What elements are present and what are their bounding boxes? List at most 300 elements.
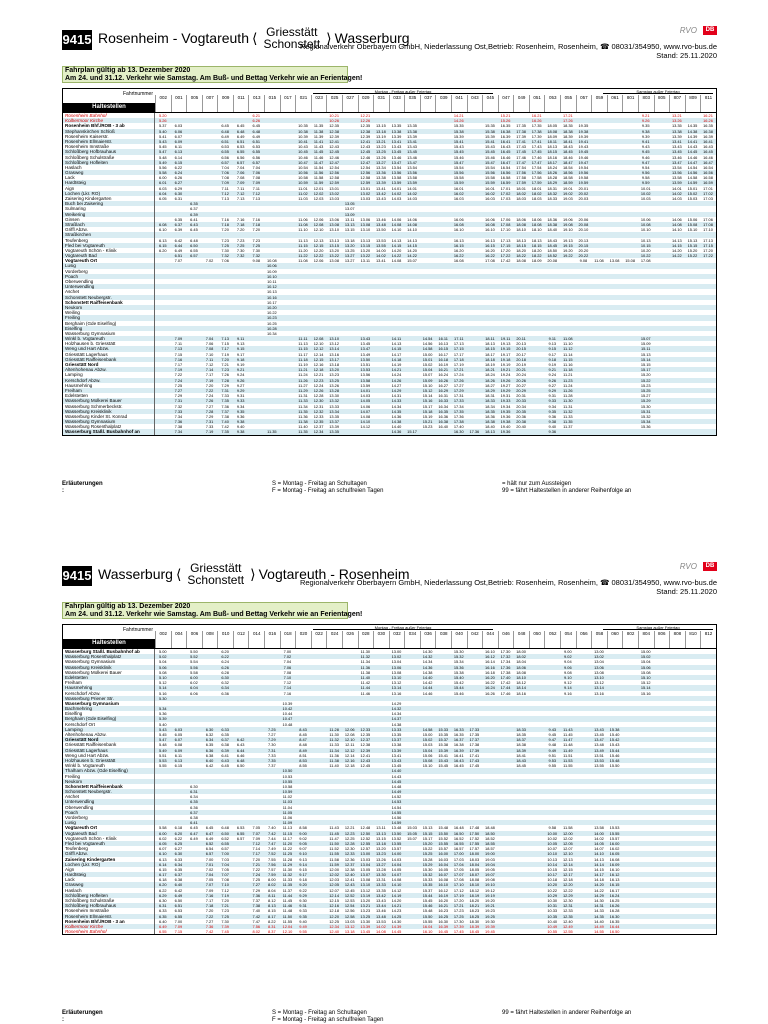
departure-time: 13.33 bbox=[376, 882, 386, 888]
departure-time: 10.59 bbox=[282, 789, 293, 795]
departure-time: 13.45 bbox=[391, 763, 402, 769]
departure-time: 11.02 bbox=[282, 794, 293, 800]
departure-time: 17.06 bbox=[500, 216, 511, 222]
departure-time: 14.35 bbox=[594, 913, 604, 919]
departure-time: 13.42 bbox=[376, 892, 386, 898]
departure-time: 11.35 bbox=[313, 123, 324, 129]
departure-time: 18.31 bbox=[485, 393, 495, 399]
departure-time: 10.10 bbox=[547, 851, 558, 857]
departure-time: 12.10 bbox=[313, 227, 324, 233]
departure-time: 16.24 bbox=[438, 372, 449, 378]
departure-time: 19.19 bbox=[500, 362, 511, 367]
departure-time: 9.49 bbox=[299, 923, 307, 929]
departure-time: 11.58 bbox=[313, 175, 324, 181]
departure-time: 6.57 bbox=[236, 835, 245, 841]
departure-time: 18.32 bbox=[547, 190, 558, 196]
departure-time: 6.47 bbox=[205, 830, 214, 836]
departure-time: 7.16 bbox=[174, 356, 183, 362]
departure-time: 14.02 bbox=[407, 190, 417, 196]
departure-time: 14.45 bbox=[687, 149, 698, 155]
departure-time: 6.44 bbox=[174, 242, 183, 248]
departure-time: 13.19 bbox=[360, 892, 371, 898]
trip-number: 810 bbox=[685, 631, 701, 648]
departure-time: 15.07 bbox=[640, 336, 651, 342]
departure-time: 12.45 bbox=[344, 887, 355, 893]
departure-time: 16.20 bbox=[453, 247, 464, 253]
departure-time: 10.06 bbox=[266, 263, 277, 269]
departure-time: 13.15 bbox=[376, 123, 386, 129]
departure-time: 8.02 bbox=[252, 929, 261, 935]
departure-time: 15.20 bbox=[640, 372, 651, 378]
departure-time: 6.13 bbox=[174, 149, 183, 155]
departure-time: 9.21 bbox=[236, 367, 245, 373]
departure-time: 15.46 bbox=[485, 154, 495, 160]
departure-time: 17.55 bbox=[469, 840, 480, 846]
departure-time: 6.20 bbox=[221, 649, 229, 654]
departure-time: 7.56 bbox=[268, 861, 276, 867]
trip-number: 059 bbox=[591, 95, 607, 112]
departure-time: 7.29 bbox=[205, 413, 214, 419]
trip-number: 804 bbox=[638, 631, 654, 648]
departure-time: 15.20 bbox=[687, 247, 698, 253]
departure-time: 13.08 bbox=[329, 258, 340, 264]
departure-time: 6.44 bbox=[236, 747, 245, 753]
departure-time: 15.58 bbox=[453, 175, 464, 181]
departure-time: 7.36 bbox=[252, 892, 261, 898]
departure-time: 11.50 bbox=[329, 840, 339, 846]
departure-time bbox=[700, 929, 716, 934]
departure-time: 9.30 bbox=[299, 898, 307, 903]
departure-time: 17.41 bbox=[531, 138, 542, 144]
departure-time: 7.14 bbox=[252, 846, 261, 852]
departure-time: 19.33 bbox=[500, 398, 511, 404]
departure-time: 7.23 bbox=[252, 237, 261, 243]
departure-time: 11.47 bbox=[563, 737, 573, 743]
stop-name: Weikering bbox=[63, 212, 155, 217]
departure-time: 17.41 bbox=[516, 138, 526, 144]
departure-time: 13.11 bbox=[376, 825, 386, 831]
departure-time: 18.00 bbox=[516, 649, 526, 654]
departure-time: 11.58 bbox=[563, 825, 573, 831]
departure-time: 13.01 bbox=[329, 185, 340, 191]
departure-time: 11.15 bbox=[563, 356, 573, 362]
departure-time: 9.11 bbox=[237, 336, 245, 342]
departure-time: 14.43 bbox=[391, 773, 402, 779]
departure-time: 9.58 bbox=[641, 175, 650, 181]
departure-time: 13.55 bbox=[391, 840, 402, 846]
departure-time: 17.46 bbox=[516, 154, 526, 160]
trip-number: 001 bbox=[171, 95, 187, 112]
departure-time: 14.00 bbox=[594, 830, 604, 836]
departure-time: 5.56 bbox=[159, 164, 167, 170]
departure-time: 7.10 bbox=[221, 882, 229, 888]
legend-f: F = Montag - Freitag an schulfreien Tagen bbox=[272, 488, 384, 494]
departure-time: 17.33 bbox=[469, 726, 480, 732]
departure-time: 14.13 bbox=[594, 856, 604, 862]
departure-time: 10.56 bbox=[298, 170, 308, 176]
departure-time: 20.01 bbox=[578, 185, 589, 191]
table-row bbox=[63, 929, 716, 934]
departure-time: 7.29 bbox=[174, 393, 183, 399]
departure-time: 13.45 bbox=[594, 732, 604, 737]
departure-time: 15.38 bbox=[453, 128, 464, 134]
stop-name: Wasserburg Molkerei Bauer bbox=[63, 670, 155, 675]
departure-time: 14.36 bbox=[422, 664, 433, 670]
departure-time bbox=[576, 929, 592, 934]
trip-number: 812 bbox=[700, 631, 716, 648]
departure-time: 14.56 bbox=[422, 341, 433, 347]
departure-time: 13.46 bbox=[376, 908, 386, 914]
stop-name: Schloßberg Hofleiten bbox=[63, 893, 155, 898]
departure-time: 6.02 bbox=[190, 680, 198, 686]
departure-time: 16.37 bbox=[453, 737, 464, 743]
departure-time: 17.54 bbox=[531, 164, 542, 170]
departure-time: 6.26 bbox=[221, 664, 229, 670]
departure-time: 17.44 bbox=[500, 685, 511, 691]
stop-name: Freiling bbox=[63, 315, 155, 320]
departure-time: 10.30 bbox=[547, 898, 558, 903]
departure-time: 16.04 bbox=[438, 861, 449, 867]
departure-time: 7.40 bbox=[268, 825, 276, 831]
departure-time: 17.13 bbox=[500, 237, 511, 243]
trip-number: 039 bbox=[435, 95, 451, 112]
departure-time: 7.15 bbox=[174, 929, 183, 935]
departure-time bbox=[638, 429, 654, 434]
departure-time: 16.33 bbox=[438, 398, 449, 404]
departure-time: 16.58 bbox=[703, 175, 713, 181]
rvo-logo: RVO bbox=[679, 26, 697, 35]
departure-time: 7.06 bbox=[205, 341, 214, 347]
departure-time: 16.30 bbox=[609, 913, 620, 919]
legend-codes bbox=[272, 481, 383, 495]
departure-time: 20.34 bbox=[516, 403, 526, 409]
departure-time: 10.58 bbox=[282, 783, 293, 789]
departure-time: 11.44 bbox=[360, 685, 371, 691]
validity-line-2: Am 24. und 31.12. Verkehr wie Samstag. Am Buß- und Bettag Verkehr wie an Ferientagen! bbox=[65, 74, 363, 82]
departure-time: 7.18 bbox=[236, 221, 245, 227]
departure-time: 11.52 bbox=[329, 846, 339, 852]
departure-time bbox=[654, 429, 670, 434]
departure-time: 17.38 bbox=[516, 128, 526, 134]
stop-name: Teufenberg bbox=[63, 846, 155, 851]
departure-time: 12.06 bbox=[313, 216, 324, 222]
departure-time: 16.01 bbox=[453, 185, 464, 191]
departure-time: 7.42 bbox=[268, 830, 276, 836]
departure-time: 9.48 bbox=[548, 742, 557, 748]
stop-name: Grasweg bbox=[63, 882, 155, 887]
departure-time: 7.27 bbox=[205, 403, 214, 409]
departure-time: 6.48 bbox=[236, 128, 245, 134]
departure-time: 5.10 bbox=[159, 674, 167, 680]
departure-time: 13.48 bbox=[376, 221, 386, 227]
departure-time: 13.20 bbox=[360, 247, 371, 253]
timetable-outbound bbox=[62, 26, 717, 496]
departure-time: 10.15 bbox=[640, 242, 651, 248]
departure-time: 13.08 bbox=[329, 221, 340, 227]
departure-time: 13.28 bbox=[329, 387, 340, 393]
departure-time: 11.34 bbox=[360, 659, 371, 665]
departure-time: 10.39 bbox=[298, 133, 308, 139]
stop-name: Lack bbox=[63, 877, 155, 882]
departure-time: 7.15 bbox=[174, 351, 183, 357]
departure-time: 12.31 bbox=[562, 903, 573, 909]
stop-name: Unterwendling bbox=[63, 284, 155, 289]
departure-time: 7.09 bbox=[174, 336, 183, 342]
departure-time: 10.47 bbox=[298, 159, 308, 165]
departure-time: 15.54 bbox=[453, 164, 464, 170]
departure-time: 15.45 bbox=[453, 149, 464, 155]
departure-time: 12.26 bbox=[313, 387, 324, 393]
departure-time: 7.52 bbox=[268, 851, 276, 857]
departure-time: 13.26 bbox=[376, 154, 386, 160]
trip-number: 033 bbox=[389, 95, 405, 112]
legend-title: Erläuterungen : bbox=[62, 1010, 103, 1023]
departure-time: 14.49 bbox=[391, 789, 402, 795]
departure-time: 13.18 bbox=[329, 362, 340, 367]
departure-time: 10.13 bbox=[547, 856, 558, 862]
departure-time: 17.45 bbox=[531, 149, 542, 155]
departure-time: 10.34 bbox=[266, 330, 277, 336]
departure-time: 12.59 bbox=[360, 180, 371, 186]
departure-time bbox=[622, 429, 638, 434]
departure-time: 15.45 bbox=[438, 763, 449, 769]
departure-time: 13.33 bbox=[329, 403, 340, 409]
departure-time: 20.02 bbox=[578, 190, 589, 196]
departure-time: 15.06 bbox=[687, 216, 698, 222]
departure-time: 18.26 bbox=[485, 377, 495, 383]
departure-time: 16.45 bbox=[703, 149, 713, 155]
stop-name: Fled bei Vogtareuth bbox=[63, 243, 155, 248]
departure-time: 12.08 bbox=[344, 732, 355, 737]
trip-number: 004 bbox=[171, 631, 187, 648]
stop-name: Wasserburg Kreisklinik bbox=[63, 409, 155, 414]
departure-time: 17.35 bbox=[469, 732, 480, 737]
departure-time: 16.18 bbox=[485, 669, 495, 675]
departure-time: 15.05 bbox=[407, 830, 417, 836]
departure-time: 13.39 bbox=[376, 180, 386, 186]
departure-time: 14.39 bbox=[391, 923, 402, 929]
departure-time: 16.35 bbox=[703, 123, 713, 129]
departure-time: 12.39 bbox=[360, 133, 371, 139]
departure-time: 12.33 bbox=[344, 851, 355, 857]
departure-time: 13.35 bbox=[376, 887, 386, 893]
departure-time: 7.31 bbox=[205, 419, 214, 425]
departure-time: 13.00 bbox=[391, 649, 402, 654]
departure-time: 10.41 bbox=[298, 138, 308, 144]
departure-time: 13.12 bbox=[391, 680, 402, 686]
departure-time: 15.13 bbox=[640, 351, 651, 357]
departure-time: 13.18 bbox=[376, 840, 386, 846]
departure-time: 13.08 bbox=[360, 221, 371, 227]
departure-time: 7.25 bbox=[236, 242, 245, 248]
departure-time: 14.20 bbox=[594, 882, 604, 888]
departure-time: 16.05 bbox=[438, 866, 449, 872]
departure-time: 14.49 bbox=[594, 923, 604, 929]
departure-time: 16.14 bbox=[485, 659, 495, 665]
departure-time: 7.36 bbox=[205, 923, 214, 929]
departure-time: 11.30 bbox=[563, 398, 573, 404]
departure-time: 11.15 bbox=[298, 242, 308, 248]
departure-time: 13.27 bbox=[344, 253, 355, 259]
departure-time: 14.58 bbox=[687, 175, 698, 181]
departure-time: 6.49 bbox=[174, 892, 183, 898]
departure-time: 16.07 bbox=[438, 872, 449, 878]
departure-time: 16.13 bbox=[609, 877, 620, 883]
departure-time: 12.56 bbox=[344, 908, 355, 914]
departure-time: 18.38 bbox=[485, 419, 495, 425]
departure-time: 6.48 bbox=[221, 128, 229, 134]
departure-time: 13.20 bbox=[376, 846, 386, 852]
departure-time: 14.35 bbox=[391, 408, 402, 414]
departure-time: 10.13 bbox=[640, 237, 651, 243]
departure-time: 11.41 bbox=[313, 138, 324, 144]
departure-time: 9.33 bbox=[548, 398, 557, 404]
departure-time: 12.52 bbox=[360, 835, 371, 841]
departure-time: 13.27 bbox=[376, 159, 386, 165]
departure-time: 15.39 bbox=[485, 133, 495, 139]
stop-name: Wasserburg Kreisklinik bbox=[63, 665, 155, 670]
departure-time: 14.02 bbox=[376, 253, 386, 259]
departure-time: 15.15 bbox=[687, 242, 698, 248]
departure-time: 9.41 bbox=[641, 138, 650, 144]
departure-time: 12.45 bbox=[360, 149, 371, 155]
departure-time: 13.23 bbox=[376, 851, 386, 857]
stop-name: Schonstett Neubergstr. bbox=[63, 295, 155, 300]
trip-number: 016 bbox=[264, 631, 280, 648]
departure-time: 11.35 bbox=[267, 429, 277, 435]
departure-time: 13.34 bbox=[329, 408, 340, 414]
departure-time: 12.06 bbox=[344, 726, 355, 732]
departure-time: 14.10 bbox=[594, 851, 604, 857]
departure-time: 7.13 bbox=[252, 196, 261, 201]
departure-time: 18.06 bbox=[516, 216, 526, 222]
departure-time: 13.23 bbox=[329, 372, 340, 378]
departure-time: 14.29 bbox=[594, 892, 604, 898]
departure-time: 13.45 bbox=[391, 149, 402, 155]
departure-time: 16.35 bbox=[438, 408, 449, 414]
departure-time: 9.43 bbox=[548, 726, 557, 732]
departure-time: 6.04 bbox=[190, 685, 198, 691]
departure-time: 18.39 bbox=[516, 747, 526, 753]
departure-time: 18.13 bbox=[516, 237, 526, 243]
departure-time: 13.47 bbox=[594, 737, 604, 743]
departure-time: 17.34 bbox=[500, 659, 511, 665]
departure-time: 15.13 bbox=[422, 825, 433, 831]
trip-number: 058 bbox=[591, 631, 607, 648]
departure-time: 10.50 bbox=[282, 768, 293, 774]
departure-time: 14.54 bbox=[391, 804, 402, 810]
departure-time: 16.04 bbox=[422, 923, 433, 929]
departure-time: 19.03 bbox=[562, 196, 573, 201]
group-weekday: Montag - Freitag außer Feiertag bbox=[313, 89, 493, 94]
departure-time: 6.09 bbox=[174, 138, 183, 144]
departure-time: 18.21 bbox=[485, 367, 495, 373]
departure-time: 14.00 bbox=[376, 247, 386, 253]
departure-time: 6.35 bbox=[190, 201, 198, 207]
departure-time: 10.08 bbox=[640, 221, 651, 227]
departure-time: 6.43 bbox=[236, 742, 245, 748]
departure-time: 13.46 bbox=[407, 154, 417, 160]
departure-time: 6.05 bbox=[159, 840, 167, 846]
departure-time: 11.25 bbox=[282, 851, 293, 857]
departure-time: 16.12 bbox=[609, 872, 620, 878]
departure-time: 13.12 bbox=[594, 680, 604, 686]
departure-time: 16.00 bbox=[609, 840, 620, 846]
departure-time: 6.49 bbox=[205, 835, 214, 841]
stop-name: Sulmaring bbox=[63, 206, 155, 211]
departure-time: 18.22 bbox=[531, 253, 542, 259]
stop-name: Aschet bbox=[63, 289, 155, 294]
departure-time: 17.34 bbox=[453, 403, 464, 409]
departure-time: 12.33 bbox=[313, 413, 324, 419]
route-via bbox=[187, 562, 244, 586]
departure-time: 6.40 bbox=[159, 918, 167, 924]
departure-time: 17.33 bbox=[453, 398, 464, 404]
departure-time: 10.29 bbox=[547, 892, 558, 898]
departure-time: 10.07 bbox=[547, 846, 558, 852]
departure-time: 5.06 bbox=[159, 664, 167, 670]
departure-time: 7.34 bbox=[174, 429, 183, 435]
departure-time: 14.30 bbox=[391, 918, 402, 924]
departure-time: 7.04 bbox=[205, 872, 214, 878]
departure-time: 7.32 bbox=[252, 253, 261, 259]
departure-time: 17.41 bbox=[469, 752, 480, 758]
departure-time: 19.35 bbox=[578, 123, 589, 129]
departure-time: 9.13 bbox=[236, 341, 245, 347]
departure-time: 6.52 bbox=[221, 835, 229, 841]
departure-time: 7.37 bbox=[252, 898, 261, 903]
departure-time: 16.47 bbox=[703, 159, 713, 165]
departure-time: 15.10 bbox=[640, 674, 651, 680]
stop-name: Fled bei Vogtareuth bbox=[63, 841, 155, 846]
departure-time: 14.07 bbox=[391, 872, 402, 878]
departure-time: 15.00 bbox=[422, 351, 433, 357]
departure-time: 16.17 bbox=[609, 887, 620, 893]
departure-time: 12.16 bbox=[344, 757, 355, 763]
departure-time: 17.02 bbox=[500, 190, 511, 196]
departure-time: 7.16 bbox=[252, 216, 261, 222]
departure-time: 5.54 bbox=[190, 659, 198, 665]
departure-time: 7.20 bbox=[236, 227, 245, 233]
departure-time: 9.29 bbox=[548, 387, 557, 393]
departure-time: 17.42 bbox=[500, 680, 511, 686]
departure-time: 7.22 bbox=[252, 866, 261, 872]
departure-time: 10.28 bbox=[266, 325, 277, 331]
stop-name: Holzhausen b. Griesstätt bbox=[63, 758, 155, 763]
departure-time: 9.08 bbox=[564, 669, 572, 675]
departure-time bbox=[248, 429, 264, 434]
departure-time: 7.30 bbox=[221, 247, 229, 253]
departure-time: 7.03 bbox=[221, 856, 229, 862]
departure-time: 10.59 bbox=[298, 180, 308, 186]
departure-time: 6.25 bbox=[174, 840, 183, 846]
departure-time: 14.02 bbox=[391, 190, 402, 196]
departure-time: 14.13 bbox=[391, 237, 402, 243]
departure-time: 10.05 bbox=[547, 840, 558, 846]
departure-time: 17.21 bbox=[562, 113, 573, 118]
stop-name: Freiham bbox=[63, 388, 155, 393]
departure-time: 12.02 bbox=[313, 190, 324, 196]
departure-time: 13.35 bbox=[329, 413, 340, 419]
trip-number: 060 bbox=[607, 631, 623, 648]
departure-time: 15.03 bbox=[687, 196, 698, 201]
departure-time: 6.20 bbox=[159, 882, 167, 888]
departure-time: 11.29 bbox=[298, 387, 308, 393]
departure-time: 11.28 bbox=[282, 856, 293, 862]
departure-time: 6.57 bbox=[205, 851, 214, 857]
departure-time: 6.50 bbox=[190, 242, 198, 248]
trip-number: 008 bbox=[202, 631, 218, 648]
